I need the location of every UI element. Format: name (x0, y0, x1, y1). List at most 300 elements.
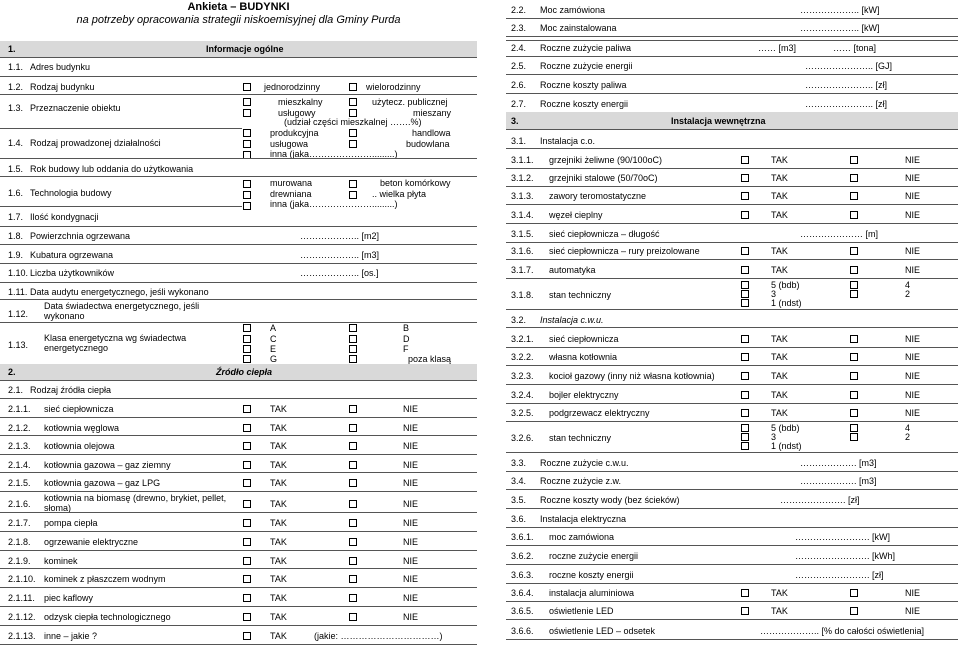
row-label: oświetlenie LED – odsetek (549, 626, 656, 636)
checkbox[interactable] (850, 290, 858, 298)
row-label: kotłownia gazowa – gaz ziemny (44, 460, 171, 470)
row-label: Moc zamówiona (540, 5, 606, 15)
option-label: mieszkalny (278, 97, 323, 107)
grade-label: 2 (905, 432, 911, 442)
tak-label: TAK (771, 210, 788, 220)
checkbox[interactable] (741, 442, 749, 450)
row-number: 1.9. (8, 250, 24, 260)
other-value[interactable]: (jakie: ……………………………) (314, 631, 443, 641)
row-number: 2.2. (511, 5, 527, 15)
row-number: 2.1.4. (8, 460, 31, 470)
row-label: Rok budowy lub oddania do użytkowania (30, 164, 194, 174)
row-number: 2.1.6. (8, 499, 31, 509)
grade-label: 5 (bdb) (771, 423, 800, 433)
class-label: A (270, 323, 277, 333)
row-label: Moc zainstalowana (540, 23, 617, 33)
checkbox-tak[interactable] (741, 192, 749, 200)
checkbox-nie[interactable] (850, 247, 858, 255)
nie-label: NIE (905, 265, 921, 275)
value-field[interactable]: ……………….. [os.] (300, 268, 379, 278)
checkbox-tak[interactable] (243, 594, 251, 602)
checkbox[interactable] (850, 424, 858, 432)
row-label: moc zamówiona (549, 532, 615, 542)
row-label: Instalacja c.o. (540, 136, 596, 146)
row-number: 1.5. (8, 164, 24, 174)
option-label: użytecz. publicznej (372, 97, 448, 107)
row-number: 1.6. (8, 188, 24, 198)
row-label: Roczne zużycie paliwa (540, 43, 632, 53)
checkbox-nie[interactable] (349, 538, 357, 546)
value-field[interactable]: ………………. [m3] (800, 476, 877, 486)
option-label: inna (jaka………………….........) (270, 149, 398, 159)
row-label: Roczne koszty paliwa (540, 80, 627, 90)
row-number: 2.1.9. (8, 556, 31, 566)
value-field[interactable]: …… [m3] (758, 43, 797, 53)
row-label: kotłownia na biomasę (drewno, brykiet, pellet, (44, 493, 227, 503)
value-field[interactable]: ……………….. [kW] (800, 5, 880, 15)
checkbox[interactable] (349, 345, 357, 353)
row-number: 3.1.4. (511, 210, 534, 220)
checkbox-tak[interactable] (243, 442, 251, 450)
tak-label: TAK (771, 390, 788, 400)
tak-label: TAK (270, 441, 287, 451)
checkbox-tak[interactable] (243, 575, 251, 583)
nie-label: NIE (403, 537, 419, 547)
checkbox-nie[interactable] (850, 353, 858, 361)
value-field[interactable]: ………………….. [GJ] (805, 61, 893, 71)
class-label: E (270, 344, 277, 354)
row-label: oświetlenie LED (549, 606, 614, 616)
checkbox-nie[interactable] (850, 192, 858, 200)
nie-label: NIE (403, 593, 419, 603)
checkbox-tak[interactable] (243, 479, 251, 487)
row-number: 3.2.2. (511, 352, 534, 362)
row-number: 3.6.3. (511, 570, 534, 580)
row-label: Adres budynku (30, 62, 91, 72)
row-label: Roczne koszty energii (540, 99, 629, 109)
nie-label: NIE (905, 155, 921, 165)
row-label: Ilość kondygnacji (30, 212, 99, 222)
row-label: stan techniczny (549, 290, 612, 300)
row-number: 3.4. (511, 476, 527, 486)
checkbox-tak[interactable] (243, 519, 251, 527)
row-number: 2.4. (511, 43, 527, 53)
checkbox-nie[interactable] (850, 266, 858, 274)
checkbox-nie[interactable] (349, 500, 357, 508)
nie-label: NIE (905, 334, 921, 344)
row-number: 2.1. (8, 385, 24, 395)
row-label: Technologia budowy (30, 188, 112, 198)
row-number: 3.1.3. (511, 191, 534, 201)
checkbox-tak[interactable] (243, 557, 251, 565)
row-number: 2.1.11. (8, 593, 35, 603)
tak-label: TAK (771, 265, 788, 275)
checkbox-nie[interactable] (850, 589, 858, 597)
checkbox[interactable] (349, 180, 357, 188)
tak-label: TAK (270, 499, 287, 509)
row-number: 2.1.5. (8, 478, 31, 488)
checkbox[interactable] (349, 129, 357, 137)
option-label: usługowy (278, 108, 316, 118)
row-number: 1.3. (8, 103, 24, 113)
grade-label: 1 (ndst) (771, 298, 802, 308)
row-label: roczne koszty energii (549, 570, 634, 580)
tak-label: TAK (771, 352, 788, 362)
row-label: własna kotłownia (549, 352, 618, 362)
row-label: Liczba użytkowników (30, 268, 115, 278)
row-number: 1.10. (8, 268, 29, 278)
nie-label: NIE (905, 390, 921, 400)
row-label: Data audytu energetycznego, jeśli wykonano (30, 287, 209, 297)
checkbox[interactable] (349, 335, 357, 343)
checkbox-tak[interactable] (243, 538, 251, 546)
nie-label: NIE (403, 612, 419, 622)
checkbox-tak[interactable] (741, 353, 749, 361)
nie-label: NIE (905, 173, 921, 183)
value-field[interactable]: ………………….. [zł] (805, 80, 888, 90)
row-label: grzejniki stalowe (50/70oC) (549, 173, 658, 183)
checkbox-nie[interactable] (349, 594, 357, 602)
option-label: inna (jaka………………….........) (270, 199, 398, 209)
row-number: 3.3. (511, 458, 527, 468)
value-field[interactable]: ……………………. [kWh] (795, 551, 896, 561)
row-label: Roczne zużycie c.w.u. (540, 458, 629, 468)
value-field[interactable]: ………………….. [zł] (805, 99, 888, 109)
value-field[interactable]: ……………….. [% do całości oświetlenia] (760, 626, 925, 636)
row-number: 3.2.3. (511, 371, 534, 381)
checkbox-tak[interactable] (243, 632, 251, 640)
checkbox[interactable] (243, 324, 251, 332)
row-label: sieć ciepłownicza (44, 404, 114, 414)
row-label: automatyka (549, 265, 596, 275)
checkbox-nie[interactable] (349, 519, 357, 527)
row-number: 3.1.6. (511, 246, 534, 256)
checkbox-tak[interactable] (741, 266, 749, 274)
row-label: Rodzaj źródła ciepła (30, 385, 112, 395)
nie-label: NIE (905, 371, 921, 381)
value-field[interactable]: …… [tona] (833, 43, 877, 53)
row-label: Powierzchnia ogrzewana (30, 231, 131, 241)
checkbox-nie[interactable] (850, 607, 858, 615)
value-field[interactable]: …………………. [zł] (780, 495, 860, 505)
row-number: 1.13. (8, 340, 29, 350)
checkbox-nie[interactable] (850, 211, 858, 219)
checkbox[interactable] (349, 140, 357, 148)
row-label: Klasa energetyczna wg świadectwa (44, 333, 187, 343)
row-number: 2.1.3. (8, 441, 31, 451)
row-number: 3.2.1. (511, 334, 534, 344)
option-label: beton komórkowy (380, 178, 451, 188)
row-label: kominek z płaszczem wodnym (44, 574, 166, 584)
checkbox-nie[interactable] (850, 409, 858, 417)
row-label: grzejniki żeliwne (90/100oC) (549, 155, 663, 165)
row-label: pompa ciepła (44, 518, 98, 528)
row-number: 2.7. (511, 99, 527, 109)
checkbox[interactable] (741, 299, 749, 307)
row-label: Rodzaj budynku (30, 82, 95, 92)
section-number: 3. (511, 116, 519, 126)
option-label: .. wielka płyta (372, 189, 427, 199)
checkbox[interactable] (243, 202, 251, 210)
row-number: 2.3. (511, 23, 527, 33)
checkbox[interactable] (349, 109, 357, 117)
checkbox[interactable] (850, 281, 858, 289)
nie-label: NIE (403, 404, 419, 414)
row-label: piec kaflowy (44, 593, 94, 603)
checkbox[interactable] (349, 355, 357, 363)
tak-label: TAK (771, 371, 788, 381)
row-label: Rodzaj prowadzonej działalności (30, 138, 161, 148)
value-field[interactable]: ……………………. [kW] (795, 532, 890, 542)
nie-label: NIE (905, 191, 921, 201)
row-number: 3.1.5. (511, 229, 534, 239)
option-label: jednorodzinny (264, 82, 321, 92)
row-label: sieć ciepłownicza – rury preizolowane (549, 246, 700, 256)
tak-label: TAK (771, 606, 788, 616)
grade-label: 3 (771, 432, 777, 442)
option-label: wielorodzinny (366, 82, 421, 92)
checkbox-tak[interactable] (741, 607, 749, 615)
tak-label: TAK (270, 574, 287, 584)
option-label: budowlana (406, 139, 450, 149)
checkbox[interactable] (243, 83, 251, 91)
checkbox-tak[interactable] (741, 174, 749, 182)
tak-label: TAK (270, 460, 287, 470)
row-label: stan techniczny (549, 433, 612, 443)
section-title: Instalacja wewnętrzna (671, 116, 766, 126)
tak-label: TAK (270, 631, 287, 641)
row-number: 3.2.5. (511, 408, 534, 418)
row-number: 2.1.8. (8, 537, 31, 547)
row-number: 2.1.13. (8, 631, 36, 641)
row-number: 1.1. (8, 62, 24, 72)
checkbox-tak[interactable] (243, 424, 251, 432)
row-number: 1.11. (8, 287, 28, 297)
tak-label: TAK (270, 478, 287, 488)
nie-label: NIE (403, 518, 419, 528)
row-label: ogrzewanie elektryczne (44, 537, 139, 547)
nie-label: NIE (403, 423, 419, 433)
row-label: wykonano (44, 311, 85, 321)
option-label: handlowa (412, 128, 451, 138)
value-field[interactable]: ……………….. [kW] (800, 23, 880, 33)
form-subtitle: na potrzeby opracowania strategii niskoemisyjnej dla Gminy Purda (76, 14, 401, 26)
row-label: roczne zużycie energii (549, 551, 639, 561)
checkbox[interactable] (243, 109, 251, 117)
row-number: 3.2.4. (511, 390, 534, 400)
row-label: kocioł gazowy (inny niż własna kotłownia) (549, 371, 715, 381)
section-title: Źródło ciepła (216, 367, 273, 377)
checkbox-tak[interactable] (741, 247, 749, 255)
checkbox-nie[interactable] (349, 479, 357, 487)
row-number: 3.5. (511, 495, 527, 505)
checkbox[interactable] (243, 140, 251, 148)
checkbox[interactable] (349, 83, 357, 91)
checkbox[interactable] (243, 191, 251, 199)
tak-label: TAK (771, 408, 788, 418)
row-label: bojler elektryczny (549, 390, 619, 400)
checkbox[interactable] (349, 191, 357, 199)
nie-label: NIE (905, 606, 921, 616)
nie-label: NIE (905, 408, 921, 418)
nie-label: NIE (403, 556, 419, 566)
row-number: 2.1.2. (8, 423, 31, 433)
grade-label: 5 (bdb) (771, 280, 800, 290)
row-number: 2.5. (511, 61, 527, 71)
row-number: 1.12. (8, 309, 29, 319)
checkbox-tak[interactable] (741, 211, 749, 219)
tak-label: TAK (270, 612, 287, 622)
checkbox-tak[interactable] (741, 589, 749, 597)
grade-label: 2 (905, 289, 911, 299)
value-field[interactable]: ………………. [m3] (800, 458, 877, 468)
row-label: Data świadectwa energetycznego, jeśli (44, 301, 200, 311)
grade-label: 1 (ndst) (771, 441, 802, 451)
checkbox-tak[interactable] (243, 613, 251, 621)
grade-label: 3 (771, 289, 777, 299)
row-label: Instalacja elektryczna (540, 514, 627, 524)
checkbox[interactable] (243, 345, 251, 353)
tak-label: TAK (270, 556, 287, 566)
checkbox[interactable] (741, 281, 749, 289)
checkbox-nie[interactable] (349, 461, 357, 469)
checkbox-tak[interactable] (741, 335, 749, 343)
nie-label: NIE (403, 478, 419, 488)
tak-label: TAK (270, 404, 287, 414)
value-field[interactable]: ……………….. [m3] (300, 250, 380, 260)
row-label: sieć ciepłownicza – długość (549, 229, 660, 239)
row-number: 3.6.4. (511, 588, 534, 598)
class-label: D (403, 334, 410, 344)
checkbox-tak[interactable] (741, 391, 749, 399)
row-number: 3.1.7. (511, 265, 534, 275)
row-number: 2.1.1. (8, 404, 31, 414)
value-field[interactable]: ……………….. [m2] (300, 231, 380, 241)
row-number: 3.6.1. (511, 532, 534, 542)
row-label: Roczne zużycie energii (540, 61, 633, 71)
checkbox-nie[interactable] (850, 372, 858, 380)
option-label: produkcyjna (270, 128, 319, 138)
checkbox-tak[interactable] (243, 500, 251, 508)
option-label: drewniana (270, 189, 312, 199)
class-label: F (403, 344, 409, 354)
checkbox[interactable] (349, 98, 357, 106)
checkbox-tak[interactable] (243, 405, 251, 413)
row-number: 2.1.7. (8, 518, 31, 528)
option-label: murowana (270, 178, 313, 188)
row-label: słoma) (44, 503, 72, 513)
row-label: kotłownia olejowa (44, 441, 115, 451)
row-label: podgrzewacz elektryczny (549, 408, 650, 418)
grade-label: 4 (905, 423, 911, 433)
row-number: 3.1. (511, 136, 527, 146)
checkbox[interactable] (243, 98, 251, 106)
row-number: 2.1.10. (8, 574, 36, 584)
checkbox-nie[interactable] (349, 557, 357, 565)
row-number: 3.6.6. (511, 626, 534, 636)
row-label: kotłownia gazowa – gaz LPG (44, 478, 161, 488)
tak-label: TAK (771, 334, 788, 344)
value-field[interactable]: ………………… [m] (800, 229, 878, 239)
nie-label: NIE (403, 574, 419, 584)
row-label: instalacja aluminiowa (549, 588, 635, 598)
row-label: sieć ciepłownicza (549, 334, 619, 344)
row-label: Roczne zużycie z.w. (540, 476, 622, 486)
section-number: 1. (8, 44, 16, 54)
tak-label: TAK (270, 593, 287, 603)
checkbox-tak[interactable] (741, 372, 749, 380)
row-number: 3.1.2. (511, 173, 534, 183)
row-number: 3.2. (511, 315, 527, 325)
checkbox[interactable] (850, 433, 858, 441)
tak-label: TAK (270, 518, 287, 528)
form-title: Ankieta – BUDYNKI (187, 1, 290, 13)
tak-label: TAK (771, 246, 788, 256)
row-number: 1.4. (8, 138, 24, 148)
checkbox[interactable] (243, 180, 251, 188)
checkbox[interactable] (741, 424, 749, 432)
checkbox[interactable] (741, 433, 749, 441)
nie-label: NIE (905, 588, 921, 598)
tak-label: TAK (270, 423, 287, 433)
tak-label: TAK (771, 173, 788, 183)
checkbox-nie[interactable] (850, 335, 858, 343)
section-title: Informacje ogólne (206, 44, 284, 54)
checkbox[interactable] (243, 129, 251, 137)
checkbox-nie[interactable] (850, 174, 858, 182)
row-label: zawory teromostatyczne (549, 191, 647, 201)
checkbox[interactable] (741, 290, 749, 298)
row-number: 3.6. (511, 514, 527, 524)
nie-label: NIE (905, 210, 921, 220)
row-label: energetycznego (44, 343, 109, 353)
row-label: kominek (44, 556, 78, 566)
nie-label: NIE (403, 460, 419, 470)
checkbox[interactable] (243, 335, 251, 343)
checkbox-nie[interactable] (850, 391, 858, 399)
grade-label: 4 (905, 280, 911, 290)
checkbox-nie[interactable] (349, 575, 357, 583)
class-label: B (403, 323, 410, 333)
checkbox-nie[interactable] (349, 613, 357, 621)
row-label: Kubatura ogrzewana (30, 250, 114, 260)
checkbox-tak[interactable] (243, 461, 251, 469)
row-number: 2.1.12. (8, 612, 36, 622)
nie-label: NIE (905, 246, 921, 256)
value-field[interactable]: ……………………. [zł] (795, 570, 884, 580)
class-label: G (270, 354, 278, 364)
checkbox-tak[interactable] (741, 409, 749, 417)
row-label: inne – jakie ? (44, 631, 98, 641)
nie-label: NIE (403, 441, 419, 451)
class-label: C (270, 334, 277, 344)
tak-label: TAK (771, 155, 788, 165)
checkbox[interactable] (349, 324, 357, 332)
checkbox-nie[interactable] (349, 442, 357, 450)
tak-label: TAK (771, 191, 788, 201)
checkbox[interactable] (243, 355, 251, 363)
row-number: 3.1.1. (511, 155, 534, 165)
share-note: (udział części mieszkalnej …….%) (284, 117, 422, 127)
checkbox-nie[interactable] (349, 424, 357, 432)
row-label: odzysk ciepła technologicznego (44, 612, 171, 622)
row-label: Przeznaczenie obiektu (30, 103, 121, 113)
checkbox-nie[interactable] (349, 405, 357, 413)
row-number: 3.2.6. (511, 433, 534, 443)
checkbox-nie[interactable] (850, 156, 858, 164)
section-number: 2. (8, 367, 16, 377)
checkbox-tak[interactable] (741, 156, 749, 164)
